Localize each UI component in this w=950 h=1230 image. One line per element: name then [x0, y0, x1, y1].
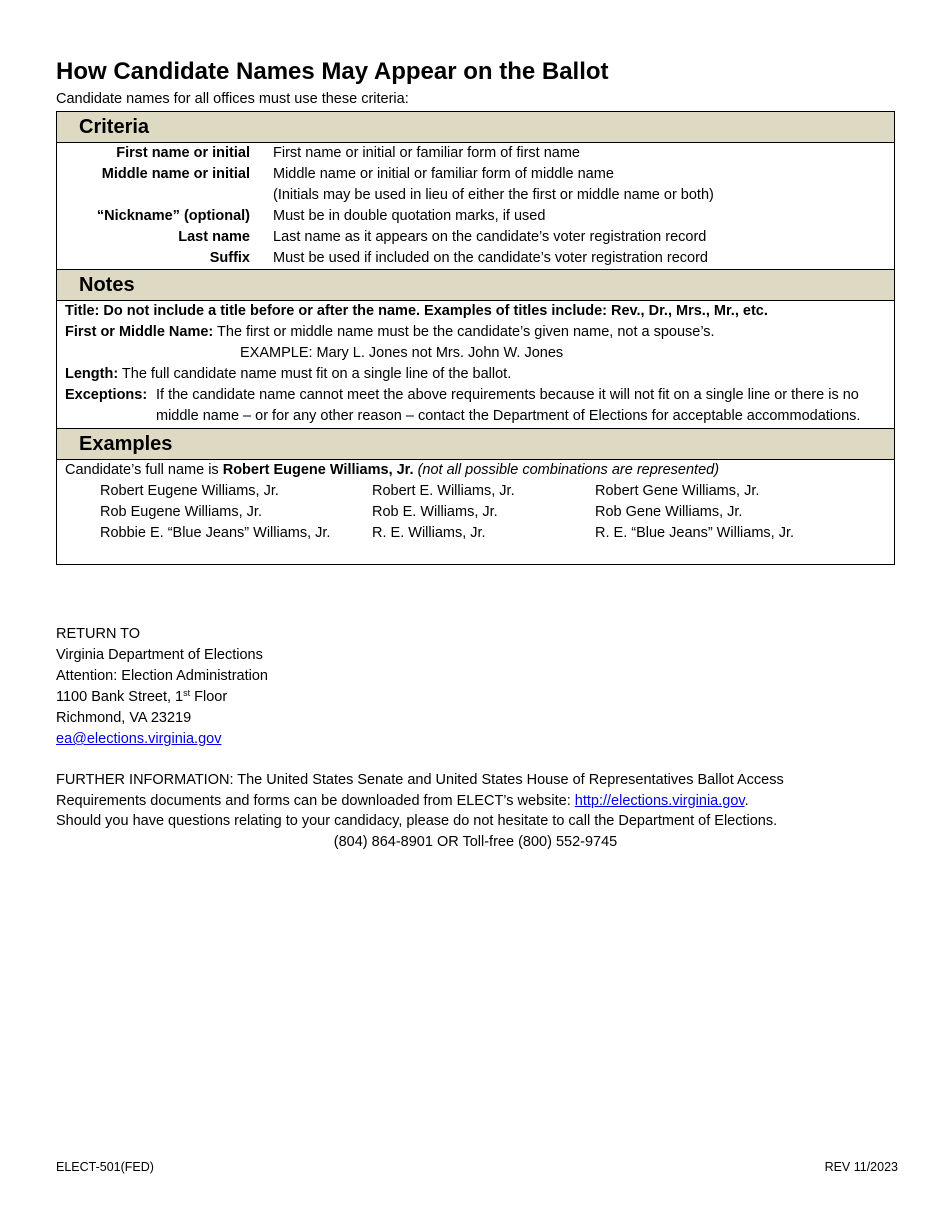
further-line-2: Requirements documents and forms can be downloaded from ELECT’s website: http://elections.virginia.gov.: [56, 792, 749, 809]
criteria-section: [57, 143, 894, 269]
examples-lead-line: Candidate’s full name is Robert Eugene Williams, Jr. (not all possible combinations are represented): [65, 462, 720, 478]
revision-date: REV 11/2023: [824, 1160, 898, 1174]
examples-grid: [65, 481, 886, 544]
criteria-label: Last name: [178, 229, 250, 245]
form-id: ELECT-501(FED): [56, 1160, 154, 1174]
criteria-value: Must be used if included on the candidate’s voter registration record: [273, 250, 708, 266]
criteria-row: [57, 248, 894, 269]
further-information: [56, 770, 895, 852]
notes-first-middle-line: [65, 322, 886, 343]
criteria-value: First name or initial or familiar form of first name: [273, 145, 580, 161]
return-address: [56, 624, 268, 750]
example-name: Robert Gene Williams, Jr.: [595, 483, 760, 499]
notes-title-line: Title: Do not include a title before or after the name. Examples of titles include: Rev., Dr., Mrs., Mr., etc.: [65, 303, 768, 319]
notes-first-middle-label: First or Middle Name:: [65, 324, 214, 340]
intro-text: Candidate names for all offices must use these criteria:: [56, 91, 409, 107]
criteria-value: (Initials may be used in lieu of either the first or middle name or both): [273, 187, 714, 203]
examples-note: (not all possible combinations are represented): [413, 462, 720, 478]
example-name: R. E. “Blue Jeans” Williams, Jr.: [595, 525, 795, 541]
phone-numbers: (804) 864-8901 OR Toll-free (800) 552-9745: [333, 833, 618, 850]
examples-heading: Examples: [57, 428, 894, 460]
notes-length-text: The full candidate name must fit on a single line of the ballot.: [118, 366, 512, 382]
notes-exceptions: [65, 385, 886, 426]
criteria-row: [57, 185, 894, 206]
example-name: Robert E. Williams, Jr.: [372, 483, 515, 499]
page-title: How Candidate Names May Appear on the Ballot: [56, 58, 609, 85]
notes-exceptions-label: Exceptions:: [65, 387, 148, 403]
example-name: Robert Eugene Williams, Jr.: [100, 483, 279, 499]
criteria-label: Middle name or initial: [101, 166, 250, 182]
return-attention: Attention: Election Administration: [56, 668, 268, 684]
criteria-row: [57, 164, 894, 185]
further-line-3: Should you have questions relating to your candidacy, please do not hesitate to call the Department of Elections.: [56, 813, 778, 829]
notes-exceptions-text: If the candidate name cannot meet the above requirements because it will not fit on a single line or there is no middle name – or for any other reason – contact the Department of Elections for acceptable accommodations.: [156, 387, 861, 424]
criteria-label: “Nickname” (optional): [96, 208, 250, 224]
return-street: 1100 Bank Street, 1st Floor: [56, 688, 228, 705]
example-name: Rob Eugene Williams, Jr.: [100, 504, 262, 520]
criteria-label: First name or initial: [116, 145, 250, 161]
criteria-label: Suffix: [209, 250, 250, 266]
example-name: Rob E. Williams, Jr.: [372, 504, 498, 520]
examples-full-name: Robert Eugene Williams, Jr.: [222, 462, 414, 478]
criteria-row: [57, 143, 894, 164]
criteria-value: Middle name or initial or familiar form of middle name: [273, 166, 614, 182]
return-city: Richmond, VA 23219: [56, 710, 192, 726]
criteria-row: [57, 227, 894, 248]
notes-heading: Notes: [57, 269, 894, 301]
criteria-value: Last name as it appears on the candidate’s voter registration record: [273, 229, 707, 245]
criteria-row: [57, 206, 894, 227]
return-heading: RETURN TO: [56, 626, 141, 642]
website-link[interactable]: http://elections.virginia.gov: [574, 792, 745, 809]
notes-example-line: EXAMPLE: Mary L. Jones not Mrs. John W. Jones: [240, 345, 564, 361]
example-name: Robbie E. “Blue Jeans” Williams, Jr.: [100, 525, 331, 541]
example-name: Rob Gene Williams, Jr.: [595, 504, 743, 520]
criteria-heading: Criteria: [57, 112, 894, 143]
return-org: Virginia Department of Elections: [56, 647, 263, 663]
email-link[interactable]: ea@elections.virginia.gov: [56, 731, 222, 747]
notes-section: [57, 301, 894, 428]
notes-length-line: [65, 364, 886, 385]
further-line-1: FURTHER INFORMATION: The United States Senate and United States House of Representatives Ballot Access: [56, 772, 784, 788]
criteria-label: [57, 185, 250, 206]
ballot-name-table: [56, 111, 895, 565]
notes-first-middle-text: The first or middle name must be the candidate’s given name, not a spouse’s.: [213, 324, 715, 340]
notes-length-label: Length:: [65, 366, 119, 382]
examples-section: [57, 460, 894, 564]
example-name: R. E. Williams, Jr.: [372, 525, 486, 541]
criteria-value: Must be in double quotation marks, if used: [273, 208, 546, 224]
